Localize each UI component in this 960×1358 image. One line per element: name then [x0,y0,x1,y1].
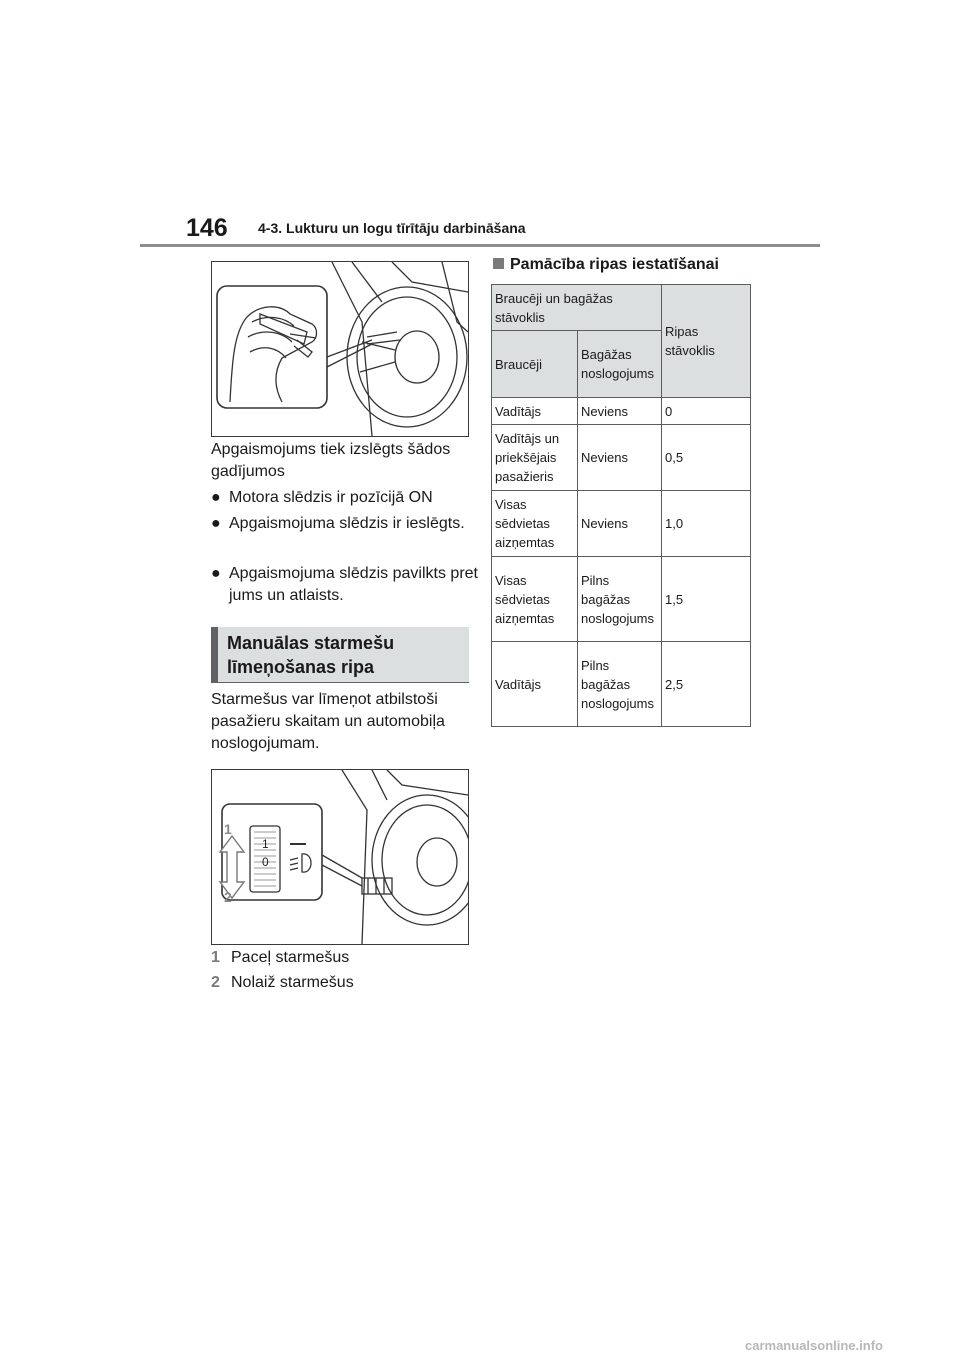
header-position-cell: Ripas stāvoklis [662,285,751,398]
callout-1: 1 [224,821,232,837]
heading-square-icon [493,258,504,269]
bullet-item [211,563,479,607]
headlight-lever-illustration [211,261,469,437]
position-cell: 1,0 [662,491,751,557]
passengers-cell: Vadītājs [492,398,578,425]
passengers-cell: Visas sēdvietas aizņemtas [492,491,578,557]
luggage-cell: Pilns bagāžas noslogojums [578,557,662,642]
dial-mark-1: 1 [262,837,269,851]
table-row [492,398,751,425]
leveling-dial-illustration [211,769,469,945]
header-divider [140,244,820,247]
legend-number: 1 [211,949,220,966]
dial-setting-table [491,284,751,727]
luggage-cell: Pilns bagāžas noslogojums [578,642,662,727]
bullet-dot: ● [211,515,221,532]
bullet-text: Apgaismojuma slēdzis ir ieslēgts. [229,515,465,532]
header-luggage-cell: Bagāžas noslogojums [578,331,662,398]
page-number: 146 [186,214,228,242]
dial-guide-heading-text: Pamācība ripas iestatīšanai [510,256,719,273]
table-row [492,425,751,491]
bullet-item [211,487,479,509]
bullet-text: Apgaismojuma slēdzis pavilkts pret jums un atlaists. [229,565,478,604]
table-header-row [492,285,751,331]
legend-item [211,972,466,994]
bullet-item [211,513,479,535]
bullet-dot: ● [211,565,221,582]
legend-text: Nolaiž starmešus [231,974,354,991]
header-group-cell: Braucēji un bagāžas stāvoklis [492,285,662,331]
luggage-cell: Neviens [578,491,662,557]
passengers-cell: Vadītājs un priekšējais pasažieris [492,425,578,491]
intro-text: Apgaismojums tiek izslēgts šādos gadījumos [211,441,451,480]
body-text: Starmešus var līmeņot atbilstoši pasažieru skaitam un automobiļa noslogojumam. [211,691,445,752]
position-cell: 2,5 [662,642,751,727]
position-cell: 0,5 [662,425,751,491]
dial-mark-0: 0 [262,855,269,869]
luggage-cell: Neviens [578,398,662,425]
dial-guide-heading [493,256,719,274]
section-title: 4-3. Lukturu un logu tīrītāju darbināšana [258,220,526,236]
bullet-text: Motora slēdzis ir pozīcijā ON [229,489,433,506]
legend-number: 2 [211,974,220,991]
passengers-cell: Visas sēdvietas aizņemtas [492,557,578,642]
header-passengers-cell: Braucēji [492,331,578,398]
table-row [492,642,751,727]
callout-2: 2 [224,889,232,905]
watermark: carmanualsonline.info [745,1338,883,1353]
legend-item [211,947,466,969]
section-heading: Manuālas starmešu līmeņošanas ripa [211,627,469,683]
table-row [492,491,751,557]
position-cell: 0 [662,398,751,425]
table-row [492,557,751,642]
passengers-cell: Vadītājs [492,642,578,727]
legend-text: Paceļ starmešus [231,949,350,966]
position-cell: 1,5 [662,557,751,642]
luggage-cell: Neviens [578,425,662,491]
bullet-dot: ● [211,489,221,506]
